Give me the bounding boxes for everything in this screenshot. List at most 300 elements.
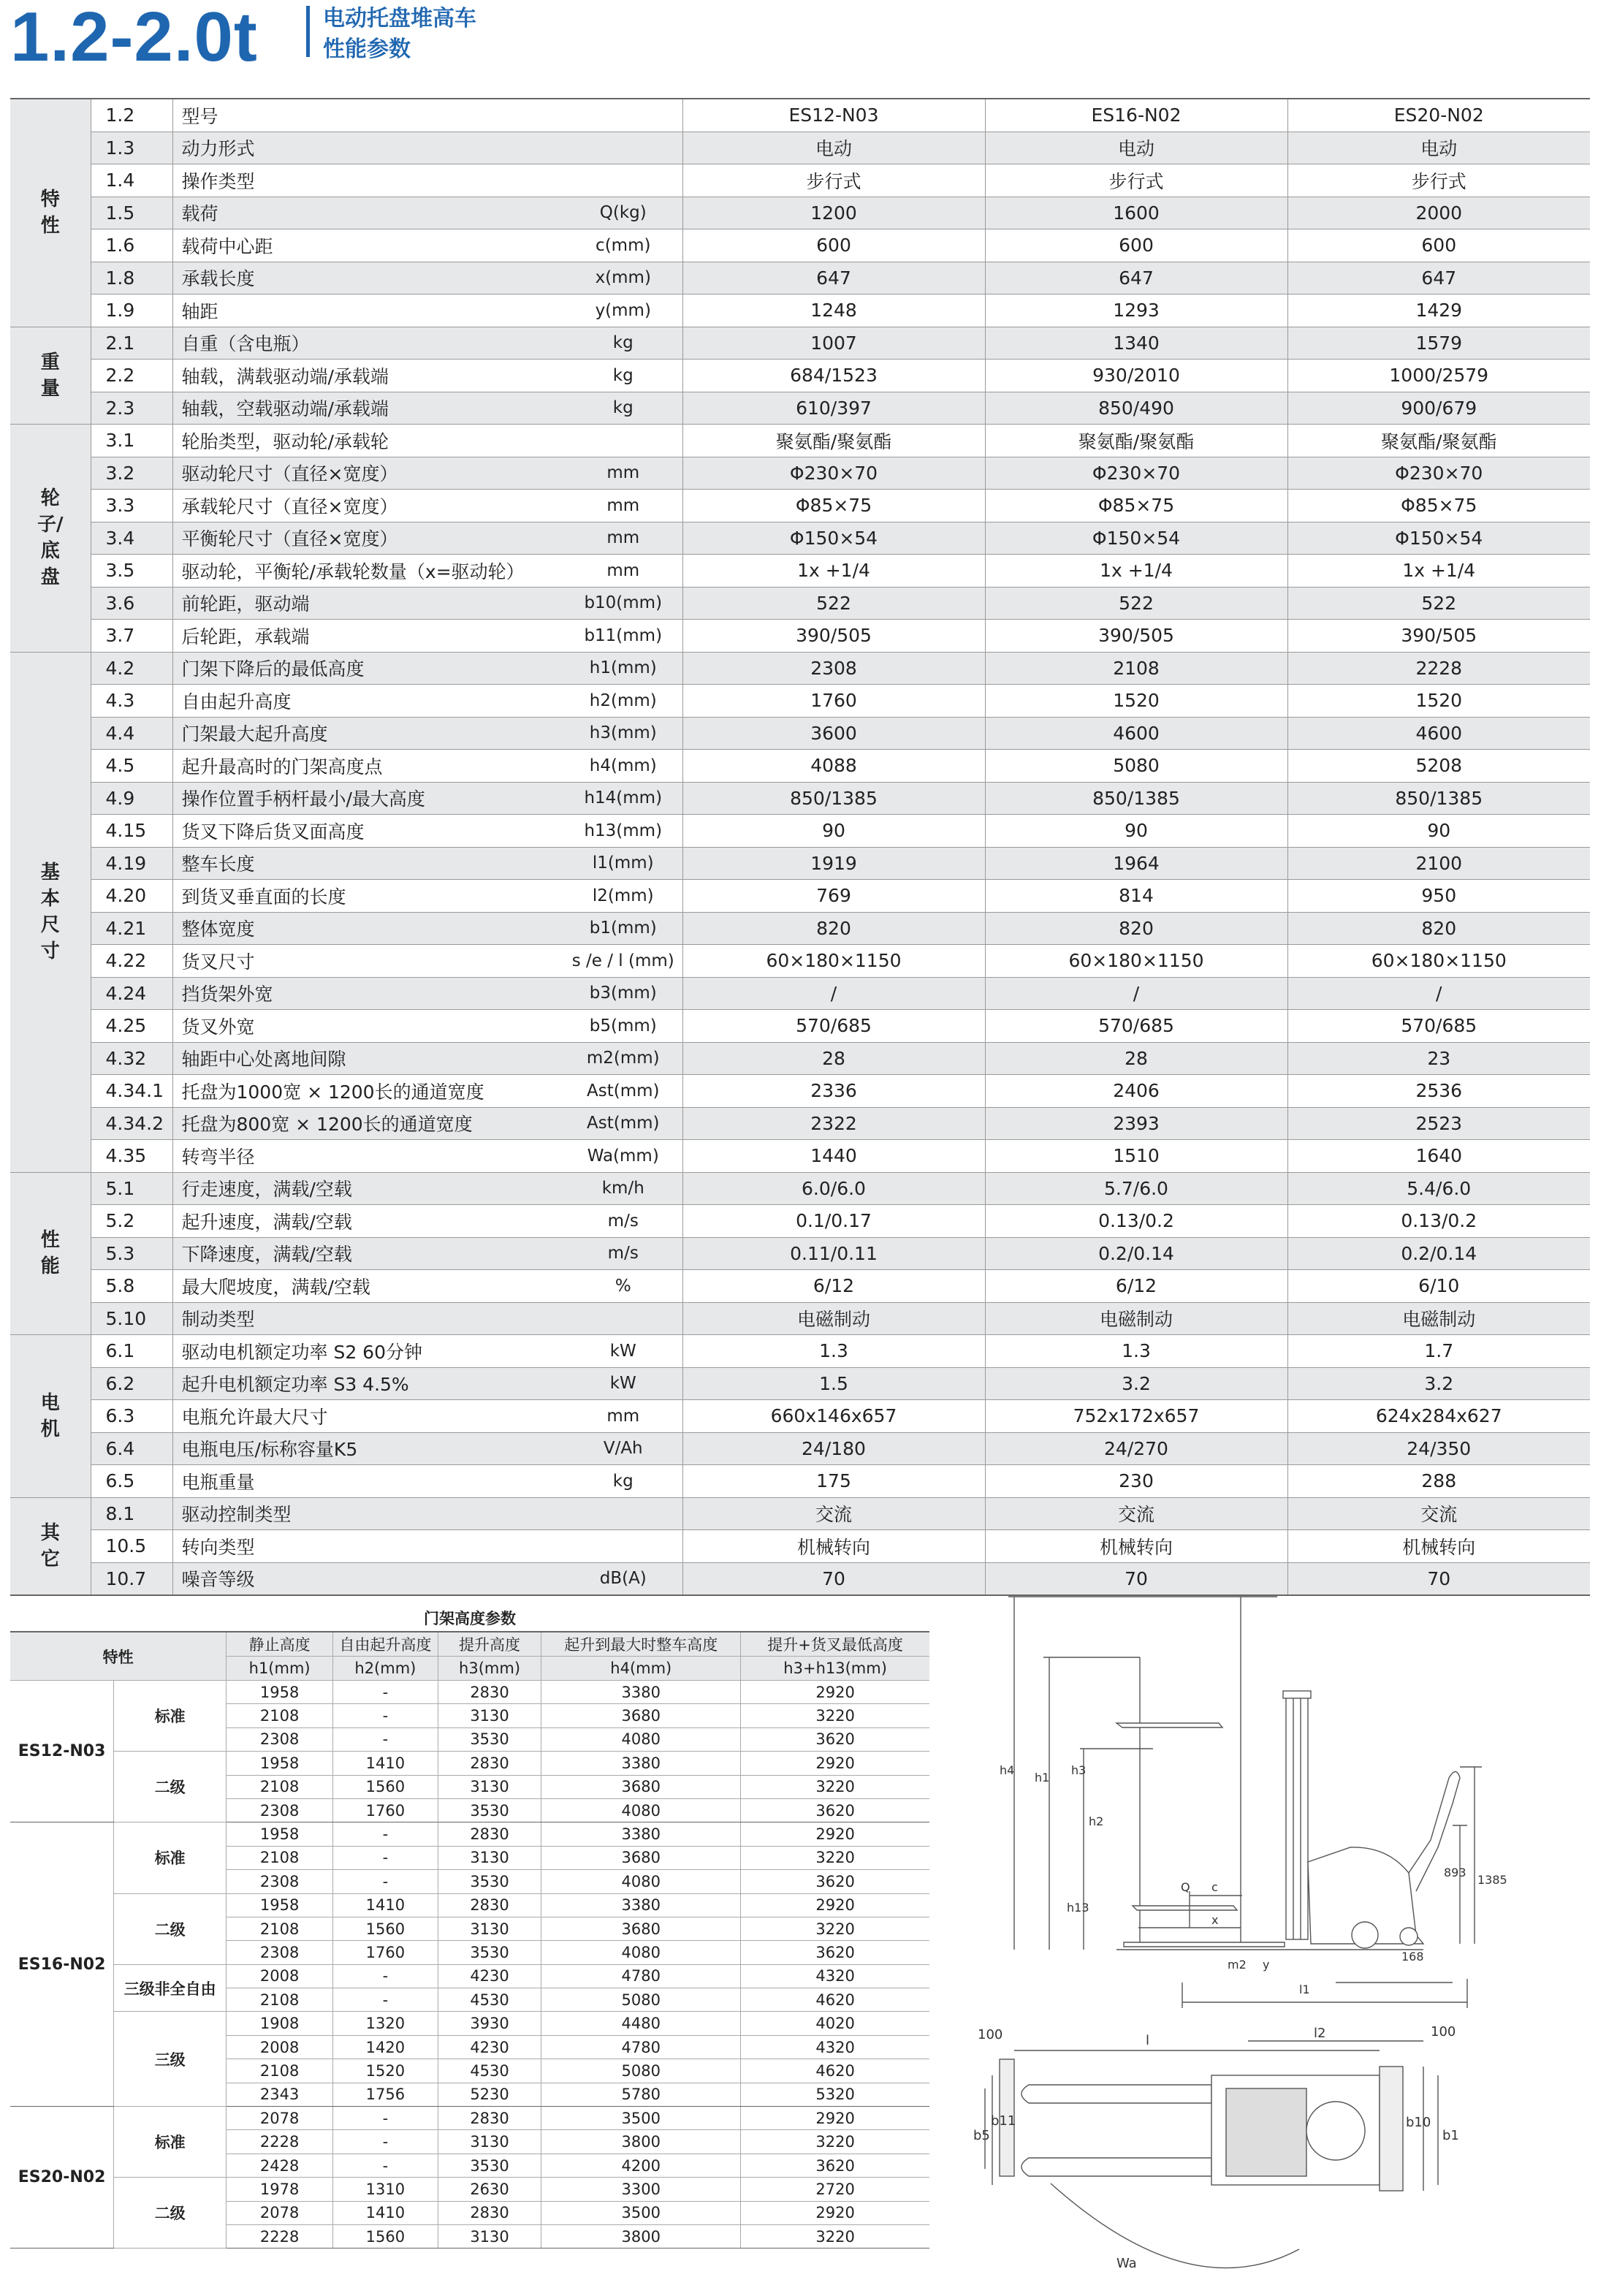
spec-row — [10, 132, 1590, 164]
spec-value-es12: 交流 — [682, 1497, 985, 1530]
spec-unit: kW — [564, 1367, 682, 1400]
spec-row — [10, 1432, 1590, 1465]
spec-value-es12: 2336 — [682, 1075, 985, 1108]
spec-code: 10.5 — [91, 1530, 172, 1563]
spec-value-es12: 1440 — [682, 1140, 985, 1173]
spec-value-es20: Φ150×54 — [1287, 522, 1590, 555]
spec-code: 5.10 — [91, 1302, 172, 1335]
spec-code: 6.3 — [91, 1400, 172, 1433]
spec-value-es20: 1579 — [1287, 327, 1590, 360]
spec-name: 型号 — [172, 99, 564, 132]
spec-name: 轴距 — [172, 294, 564, 327]
spec-value-es20: 570/685 — [1287, 1010, 1590, 1043]
spec-value-es20: 647 — [1287, 262, 1590, 294]
mast-cell: 3220 — [741, 1917, 929, 1940]
mast-cell: 2720 — [741, 2178, 929, 2201]
mast-cell: 4320 — [741, 2035, 929, 2059]
spec-row — [10, 197, 1590, 229]
spec-value-es16: 1x +1/4 — [985, 555, 1287, 588]
spec-unit: kg — [564, 327, 682, 360]
spec-name: 电瓶允许最大尺寸 — [172, 1400, 564, 1433]
spec-code: 4.20 — [91, 880, 172, 913]
spec-row — [10, 1107, 1590, 1140]
spec-unit: x(mm) — [564, 262, 682, 294]
spec-value-es12: 684/1523 — [682, 360, 985, 392]
spec-unit: h3(mm) — [564, 717, 682, 750]
spec-unit: % — [564, 1270, 682, 1303]
spec-value-es16: 交流 — [985, 1497, 1287, 1530]
spec-name: 整车长度 — [172, 847, 564, 880]
mast-cell: 1958 — [227, 1752, 333, 1775]
mast-model-name: ES20-N02 — [10, 2107, 114, 2249]
spec-unit: b3(mm) — [564, 977, 682, 1010]
spec-value-es20: Φ85×75 — [1287, 490, 1590, 522]
spec-value-es12: 1007 — [682, 327, 985, 360]
mast-row — [10, 1681, 929, 1704]
spec-value-es16: 28 — [985, 1042, 1287, 1075]
mast-cell: - — [333, 1704, 438, 1727]
mast-column-title: 静止高度 — [227, 1632, 333, 1657]
side-view-drawing — [1008, 1597, 1482, 2008]
mast-row — [10, 1964, 929, 1988]
mast-cell: 5780 — [541, 2083, 741, 2106]
mast-row — [10, 1752, 929, 1775]
spec-unit — [564, 425, 682, 457]
spec-unit: h2(mm) — [564, 685, 682, 718]
spec-value-es20: 3.2 — [1287, 1367, 1590, 1400]
spec-group-label: 特性 — [10, 99, 91, 327]
mast-cell: 3130 — [438, 1846, 541, 1869]
spec-code: 3.7 — [91, 620, 172, 653]
spec-row — [10, 522, 1590, 555]
spec-value-es16: 390/505 — [985, 620, 1287, 653]
spec-value-es12: 0.11/0.11 — [682, 1237, 985, 1270]
spec-value-es20: 2000 — [1287, 197, 1590, 229]
spec-name: 平衡轮尺寸（直径×宽度） — [172, 522, 564, 555]
spec-value-es12: 2308 — [682, 652, 985, 685]
spec-unit: m2(mm) — [564, 1042, 682, 1075]
spec-code: 3.1 — [91, 425, 172, 457]
label-l: l — [1146, 2033, 1150, 2048]
spec-code: 2.2 — [91, 360, 172, 392]
spec-value-es12: 769 — [682, 880, 985, 913]
spec-value-es16: 647 — [985, 262, 1287, 294]
spec-row — [10, 229, 1590, 262]
spec-code: 4.22 — [91, 945, 172, 978]
label-h4: h4 — [1000, 1763, 1015, 1777]
spec-value-es16: 1340 — [985, 327, 1287, 360]
spec-value-es16: 60×180×1150 — [985, 945, 1287, 978]
spec-row — [10, 1367, 1590, 1400]
mast-cell: 1958 — [227, 1822, 333, 1846]
top-view-drawing — [985, 2041, 1438, 2268]
spec-value-es20: 1.7 — [1287, 1335, 1590, 1368]
spec-value-es20: 机械转向 — [1287, 1530, 1590, 1563]
mast-caption-row — [10, 1605, 929, 1632]
mast-cell: 2830 — [438, 2107, 541, 2130]
spec-value-es16: 230 — [985, 1465, 1287, 1498]
spec-value-es16: 570/685 — [985, 1010, 1287, 1043]
spec-name: 驱动轮，平衡轮/承载轮数量（x=驱动轮） — [172, 555, 564, 588]
spec-value-es12: 570/685 — [682, 1010, 985, 1043]
mast-cell: 4080 — [541, 1727, 741, 1751]
mast-cell: 2108 — [227, 1704, 333, 1727]
spec-value-es16: 752x172x657 — [985, 1400, 1287, 1433]
spec-code: 4.34.2 — [91, 1107, 172, 1140]
spec-unit: b5(mm) — [564, 1010, 682, 1043]
mast-cell: - — [333, 1727, 438, 1751]
spec-unit: mm — [564, 490, 682, 522]
mast-cell: 4020 — [741, 2012, 929, 2035]
mast-row — [10, 2178, 929, 2201]
mast-cell: - — [333, 1681, 438, 1704]
spec-value-es16: Φ85×75 — [985, 490, 1287, 522]
mast-cell: 2078 — [227, 2107, 333, 2130]
spec-code: 4.32 — [91, 1042, 172, 1075]
spec-row — [10, 1530, 1590, 1563]
spec-name: 轴载，空载驱动端/承载端 — [172, 392, 564, 425]
mast-cell: 4620 — [741, 1988, 929, 2012]
spec-row — [10, 847, 1590, 880]
spec-value-es16: 850/1385 — [985, 782, 1287, 815]
mast-cell: 2228 — [227, 2224, 333, 2248]
spec-row — [10, 360, 1590, 392]
mast-height-table — [10, 1605, 929, 2249]
mast-cell: 2308 — [227, 1727, 333, 1751]
mast-cell: - — [333, 1846, 438, 1869]
spec-name: 轮胎类型，驱动轮/承载轮 — [172, 425, 564, 457]
spec-unit — [564, 99, 682, 132]
spec-value-es16: 1510 — [985, 1140, 1287, 1173]
spec-value-es12: 1200 — [682, 197, 985, 229]
spec-row — [10, 1205, 1590, 1238]
spec-value-es12: 175 — [682, 1465, 985, 1498]
label-q: Q — [1181, 1880, 1190, 1894]
side-view-labels — [1000, 1763, 1507, 1996]
mast-cell: 3620 — [741, 2154, 929, 2177]
spec-value-es12: 90 — [682, 815, 985, 848]
spec-value-es20: 288 — [1287, 1465, 1590, 1498]
spec-name: 转向类型 — [172, 1530, 564, 1563]
spec-row — [10, 457, 1590, 490]
mast-cell: 2630 — [438, 2178, 541, 2201]
spec-row — [10, 262, 1590, 294]
spec-value-es16: Φ150×54 — [985, 522, 1287, 555]
spec-value-es20: 23 — [1287, 1042, 1590, 1075]
spec-code: 6.2 — [91, 1367, 172, 1400]
spec-value-es20: 2228 — [1287, 652, 1590, 685]
spec-value-es20: 2523 — [1287, 1107, 1590, 1140]
spec-unit: mm — [564, 555, 682, 588]
spec-row — [10, 912, 1590, 945]
mast-cell: 2920 — [741, 1681, 929, 1704]
spec-value-es16: 1520 — [985, 685, 1287, 718]
mast-config-name: 标准 — [114, 1822, 227, 1893]
spec-value-es12: 机械转向 — [682, 1530, 985, 1563]
mast-cell: 2920 — [741, 2201, 929, 2224]
spec-name: 载荷中心距 — [172, 229, 564, 262]
spec-value-es16: 1293 — [985, 294, 1287, 327]
mast-cell: 3530 — [438, 1727, 541, 1751]
label-y: y — [1263, 1958, 1270, 1972]
spec-unit: V/Ah — [564, 1432, 682, 1465]
spec-code: 6.5 — [91, 1465, 172, 1498]
spec-group-label: 重量 — [10, 327, 91, 425]
mast-cell: 3800 — [541, 2224, 741, 2248]
spec-name: 驱动电机额定功率 S2 60分钟 — [172, 1335, 564, 1368]
spec-value-es16: 0.13/0.2 — [985, 1205, 1287, 1238]
spec-row — [10, 717, 1590, 750]
spec-value-es20: 1429 — [1287, 294, 1590, 327]
mast-cell: 1560 — [333, 2224, 438, 2248]
mast-config-name: 二级 — [114, 1893, 227, 1964]
label-wa: Wa — [1116, 2256, 1137, 2271]
mast-cell: 5080 — [541, 2059, 741, 2083]
spec-unit: Ast(mm) — [564, 1075, 682, 1108]
mast-cell: 2308 — [227, 1870, 333, 1893]
spec-unit: Q(kg) — [564, 197, 682, 229]
spec-value-es16: 2406 — [985, 1075, 1287, 1108]
spec-value-es12: / — [682, 977, 985, 1010]
spec-unit: c(mm) — [564, 229, 682, 262]
spec-value-es20: 聚氨酯/聚氨酯 — [1287, 425, 1590, 457]
spec-row — [10, 99, 1590, 132]
spec-unit: dB(A) — [564, 1562, 682, 1595]
spec-unit: l2(mm) — [564, 880, 682, 913]
mast-column-unit: h4(mm) — [541, 1657, 741, 1681]
mast-row — [10, 1893, 929, 1917]
spec-row — [10, 1465, 1590, 1498]
label-b10: b10 — [1406, 2115, 1431, 2130]
spec-unit: m/s — [564, 1237, 682, 1270]
spec-value-es12: 电动 — [682, 132, 985, 164]
mast-cell: 3380 — [541, 1681, 741, 1704]
mast-cell: 3680 — [541, 1917, 741, 1940]
spec-code: 4.35 — [91, 1140, 172, 1173]
spec-value-es20: 90 — [1287, 815, 1590, 848]
spec-code: 1.3 — [91, 132, 172, 164]
spec-row — [10, 1042, 1590, 1075]
spec-code: 10.7 — [91, 1562, 172, 1595]
mast-cell: 4200 — [541, 2154, 741, 2177]
spec-code: 4.15 — [91, 815, 172, 848]
spec-name: 下降速度，满载/空载 — [172, 1237, 564, 1270]
spec-value-es16: 0.2/0.14 — [985, 1237, 1287, 1270]
spec-row — [10, 587, 1590, 620]
spec-code: 3.6 — [91, 587, 172, 620]
mast-config-name: 三级 — [114, 2012, 227, 2107]
mast-cell: 3500 — [541, 2201, 741, 2224]
spec-group-label: 轮子/底盘 — [10, 425, 91, 653]
spec-value-es20: 820 — [1287, 912, 1590, 945]
label-h2: h2 — [1089, 1814, 1104, 1828]
mast-cell: 2108 — [227, 1917, 333, 1940]
spec-value-es16: 90 — [985, 815, 1287, 848]
label-l1: l1 — [1299, 1983, 1310, 1996]
subtitle-product: 电动托盘堆高车 — [323, 6, 476, 31]
spec-value-es12: 1.3 — [682, 1335, 985, 1368]
mast-cell: 2920 — [741, 1822, 929, 1846]
mast-cell: 3380 — [541, 1893, 741, 1917]
label-h13: h13 — [1067, 1901, 1089, 1915]
spec-value-es16: Φ230×70 — [985, 457, 1287, 490]
mast-cell: 2920 — [741, 1752, 929, 1775]
spec-code: 1.4 — [91, 164, 172, 197]
mast-cell: 2343 — [227, 2083, 333, 2106]
label-l2: l2 — [1314, 2026, 1326, 2041]
spec-row — [10, 1400, 1590, 1433]
mast-cell: 2308 — [227, 1941, 333, 1964]
page-title: 1.2-2.0t — [10, 0, 258, 76]
spec-name: 到货叉垂直面的长度 — [172, 880, 564, 913]
mast-cell: 1560 — [333, 1917, 438, 1940]
spec-unit: y(mm) — [564, 294, 682, 327]
spec-value-es12: 6/12 — [682, 1270, 985, 1303]
spec-name: 转弯半径 — [172, 1140, 564, 1173]
spec-value-es20: 5208 — [1287, 750, 1590, 783]
spec-value-es20: 522 — [1287, 587, 1590, 620]
spec-value-es20: 390/505 — [1287, 620, 1590, 653]
spec-code: 4.2 — [91, 652, 172, 685]
label-893: 893 — [1444, 1866, 1466, 1879]
spec-row — [10, 1302, 1590, 1335]
mast-cell: 4080 — [541, 1941, 741, 1964]
spec-value-es12: 2322 — [682, 1107, 985, 1140]
spec-value-es20: 1520 — [1287, 685, 1590, 718]
spec-row — [10, 652, 1590, 685]
spec-value-es12: 647 — [682, 262, 985, 294]
truck-dimension-drawings — [970, 1584, 1507, 2286]
spec-unit: mm — [564, 522, 682, 555]
mast-cell: 1560 — [333, 1775, 438, 1798]
spec-row — [10, 1075, 1590, 1108]
mast-cell: 3530 — [438, 1798, 541, 1822]
label-b5: b5 — [973, 2128, 990, 2143]
mast-cell: 2108 — [227, 1846, 333, 1869]
mast-cell: 2830 — [438, 1893, 541, 1917]
spec-unit: h1(mm) — [564, 652, 682, 685]
spec-code: 4.19 — [91, 847, 172, 880]
spec-name: 托盘为1000宽 × 1200长的通道宽度 — [172, 1075, 564, 1108]
spec-name: 前轮距，驱动端 — [172, 587, 564, 620]
spec-unit — [564, 1497, 682, 1530]
mast-cell: 4530 — [438, 1988, 541, 2012]
mast-cell: 5080 — [541, 1988, 741, 2012]
spec-value-es20: 1x +1/4 — [1287, 555, 1590, 588]
spec-row — [10, 1237, 1590, 1270]
spec-value-es12: 522 — [682, 587, 985, 620]
mast-cell: 3530 — [438, 1941, 541, 1964]
spec-name: 轴距中心处离地间隙 — [172, 1042, 564, 1075]
spec-value-es16: 522 — [985, 587, 1287, 620]
spec-row — [10, 327, 1590, 360]
spec-name: 门架下降后的最低高度 — [172, 652, 564, 685]
mast-cell: 3130 — [438, 2224, 541, 2248]
spec-value-es16: 机械转向 — [985, 1530, 1287, 1563]
spec-table — [10, 98, 1590, 1596]
spec-code: 4.25 — [91, 1010, 172, 1043]
mast-cell: - — [333, 2154, 438, 2177]
spec-value-es20: 24/350 — [1287, 1432, 1590, 1465]
spec-row — [10, 555, 1590, 588]
spec-name: 货叉外宽 — [172, 1010, 564, 1043]
mast-cell: 3620 — [741, 1870, 929, 1893]
spec-code: 3.4 — [91, 522, 172, 555]
spec-code: 6.1 — [91, 1335, 172, 1368]
spec-name: 操作类型 — [172, 164, 564, 197]
spec-code: 5.1 — [91, 1172, 172, 1205]
spec-value-es12: 70 — [682, 1562, 985, 1595]
spec-code: 5.2 — [91, 1205, 172, 1238]
label-b11: b11 — [991, 2113, 1016, 2129]
spec-value-es12: 1.5 — [682, 1367, 985, 1400]
spec-value-es16: 3.2 — [985, 1367, 1287, 1400]
mast-cell: 1760 — [333, 1798, 438, 1822]
spec-value-es12: 60×180×1150 — [682, 945, 985, 978]
spec-value-es20: 850/1385 — [1287, 782, 1590, 815]
spec-code: 1.5 — [91, 197, 172, 229]
spec-name: 最大爬坡度，满载/空载 — [172, 1270, 564, 1303]
spec-row — [10, 392, 1590, 425]
spec-value-es20: 950 — [1287, 880, 1590, 913]
spec-value-es16: 814 — [985, 880, 1287, 913]
mast-column-unit: h1(mm) — [227, 1657, 333, 1681]
spec-value-es12: Φ85×75 — [682, 490, 985, 522]
spec-code: 8.1 — [91, 1497, 172, 1530]
mast-column-unit: h3+h13(mm) — [741, 1657, 929, 1681]
spec-value-es12: Φ230×70 — [682, 457, 985, 490]
spec-unit: h4(mm) — [564, 750, 682, 783]
spec-value-es20: 1000/2579 — [1287, 360, 1590, 392]
mast-cell: 3220 — [741, 2130, 929, 2154]
spec-value-es20: 2100 — [1287, 847, 1590, 880]
mast-cell: 1760 — [333, 1941, 438, 1964]
mast-model-name: ES12-N03 — [10, 1681, 114, 1822]
spec-unit: b10(mm) — [564, 587, 682, 620]
spec-row — [10, 750, 1590, 783]
spec-unit — [564, 1302, 682, 1335]
spec-code: 4.9 — [91, 782, 172, 815]
spec-row — [10, 490, 1590, 522]
spec-group-label: 其它 — [10, 1497, 91, 1595]
spec-row — [10, 782, 1590, 815]
mast-cell: 3620 — [741, 1941, 929, 1964]
mast-row — [10, 1822, 929, 1846]
mast-cell: 1908 — [227, 2012, 333, 2035]
spec-code: 1.9 — [91, 294, 172, 327]
mast-feature-header: 特性 — [10, 1632, 227, 1681]
spec-name: 整体宽度 — [172, 912, 564, 945]
spec-value-es12: 600 — [682, 229, 985, 262]
spec-value-es20: 5.4/6.0 — [1287, 1172, 1590, 1205]
mast-cell: 3300 — [541, 2178, 741, 2201]
spec-row — [10, 945, 1590, 978]
spec-code: 4.3 — [91, 685, 172, 718]
mast-cell: 3500 — [541, 2107, 741, 2130]
spec-name: 噪音等级 — [172, 1562, 564, 1595]
spec-code: 4.21 — [91, 912, 172, 945]
spec-code: 2.1 — [91, 327, 172, 360]
spec-code: 6.4 — [91, 1432, 172, 1465]
spec-unit: h14(mm) — [564, 782, 682, 815]
mast-config-name: 三级非全自由 — [114, 1964, 227, 2012]
spec-value-es20: 电动 — [1287, 132, 1590, 164]
spec-name: 门架最大起升高度 — [172, 717, 564, 750]
mast-cell: 4780 — [541, 2035, 741, 2059]
spec-value-es12: 850/1385 — [682, 782, 985, 815]
mast-cell: 4080 — [541, 1798, 741, 1822]
mast-cell: 3130 — [438, 1704, 541, 1727]
